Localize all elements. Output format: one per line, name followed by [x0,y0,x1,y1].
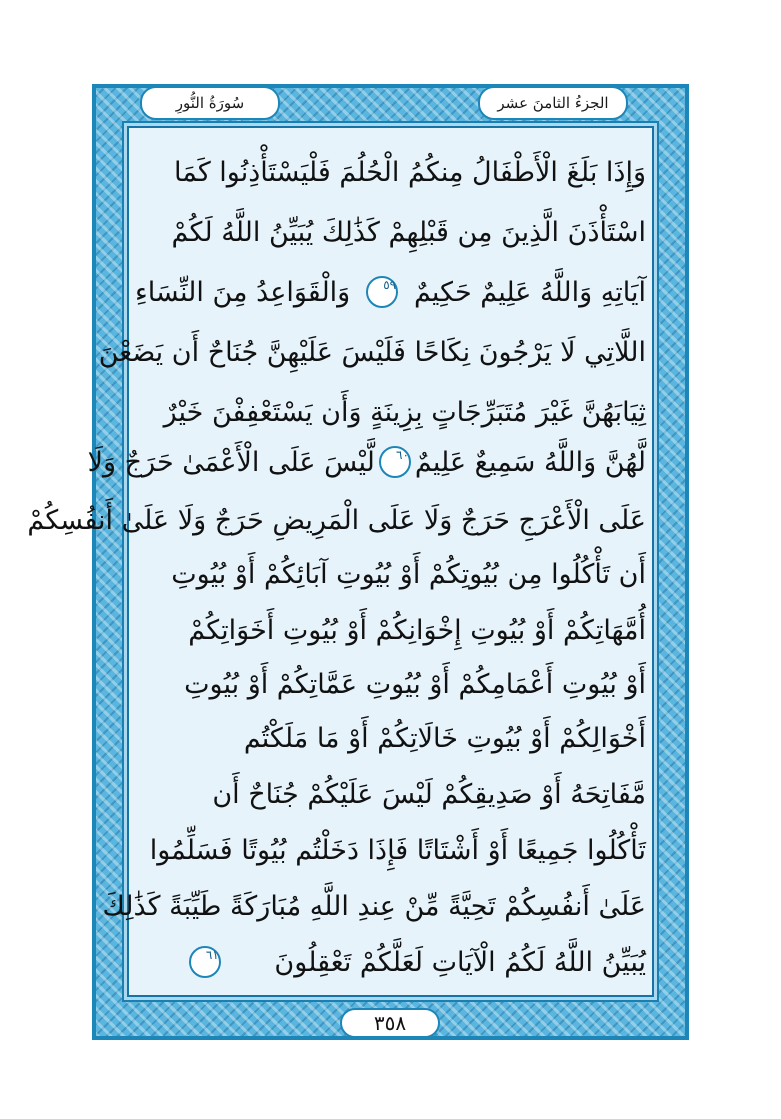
juz-title [478,86,628,120]
verse-line-1 [135,142,646,202]
verse-line-15 [135,932,646,992]
verse-text: أَخْوَالِكُمْ أَوْ بُيُوتِ خَالَاتِكُمْ أَوْ مَا مَلَكْتُم [243,722,646,754]
page-number [340,1008,440,1038]
verse-text: وَإِذَا بَلَغَ الْأَطْفَالُ مِنكُمُ الْحُلُمَ فَلْيَسْتَأْذِنُوا كَمَا [174,156,646,188]
page-number-text: ٣٥٨ [373,1011,407,1035]
verse-text: أُمَّهَاتِكُمْ أَوْ بُيُوتِ إِخْوَانِكُمْ أَوْ بُيُوتِ أَخَوَاتِكُمْ [188,614,646,646]
verse-text: آيَاتِهِ وَاللَّهُ عَلِيمٌ حَكِيمٌ [413,276,646,308]
verse-line-6 [87,432,646,492]
verse-line-10 [135,654,646,714]
verse-line-4 [98,322,646,382]
verse-line-12 [135,764,646,824]
verse-text: أَوْ بُيُوتِ أَعْمَامِكُمْ أَوْ بُيُوتِ عَمَّاتِكُمْ أَوْ بُيُوتِ [184,668,646,700]
verse-line-7 [27,490,646,550]
verse-line-9 [135,600,646,660]
verse-line-2 [135,202,646,262]
verse-text: عَلَى الْأَعْرَجِ حَرَجٌ وَلَا عَلَى الْمَرِيضِ حَرَجٌ وَلَا عَلَىٰ أَنفُسِكُمْ [27,504,646,536]
verse-text: تَأْكُلُوا جَمِيعًا أَوْ أَشْتَاتًا فَإِذَا دَخَلْتُم بُيُوتًا فَسَلِّمُوا [149,834,646,866]
verse-text: يُبَيِّنُ اللَّهُ لَكُمُ الْآيَاتِ لَعَلَّكُمْ تَعْقِلُونَ [274,946,646,978]
verse-text: اللَّاتِي لَا يَرْجُونَ نِكَاحًا فَلَيْسَ عَلَيْهِنَّ جُنَاحٌ أَن يَضَعْنَ [98,336,646,368]
verse-text: مَّفَاتِحَهُ أَوْ صَدِيقِكُمْ لَيْسَ عَلَيْكُمْ جُنَاحٌ أَن [212,778,646,810]
surah-title [140,86,280,120]
juz-title-text: الجزءُ الثامنَ عشر [497,94,609,112]
verse-text: اسْتَأْذَنَ الَّذِينَ مِن قَبْلِهِمْ كَذَٰلِكَ يُبَيِّنُ اللَّهُ لَكُمْ [171,216,646,248]
verse-text: وَالْقَوَاعِدُ مِنَ النِّسَاءِ [135,276,351,308]
verse-line-8 [135,544,646,604]
ayah-number-marker: ٦١ [189,946,221,978]
verse-line-14 [102,876,646,936]
verse-line-11 [135,708,646,768]
verse-line-3 [135,262,646,322]
verse-text: عَلَىٰ أَنفُسِكُمْ تَحِيَّةً مِّنْ عِندِ اللَّهِ مُبَارَكَةً طَيِّبَةً كَذَٰلِكَ [102,890,646,922]
verse-text: ثِيَابَهُنَّ غَيْرَ مُتَبَرِّجَاتٍ بِزِينَةٍ وَأَن يَسْتَعْفِفْنَ خَيْرٌ [163,396,646,428]
verse-text: أَن تَأْكُلُوا مِن بُيُوتِكُمْ أَوْ بُيُوتِ آبَائِكُمْ أَوْ بُيُوتِ [171,558,646,590]
ayah-number-marker: ٦٠ [379,446,411,478]
verse-text: لَّيْسَ عَلَى الْأَعْمَىٰ حَرَجٌ وَلَا [87,446,375,478]
surah-title-text: سُورَةُ النُّورِ [175,94,245,112]
verse-text: لَّهُنَّ وَاللَّهُ سَمِيعٌ عَلِيمٌ [414,446,646,478]
ayah-number-marker: ٥٩ [366,276,398,308]
verse-line-13 [135,820,646,880]
